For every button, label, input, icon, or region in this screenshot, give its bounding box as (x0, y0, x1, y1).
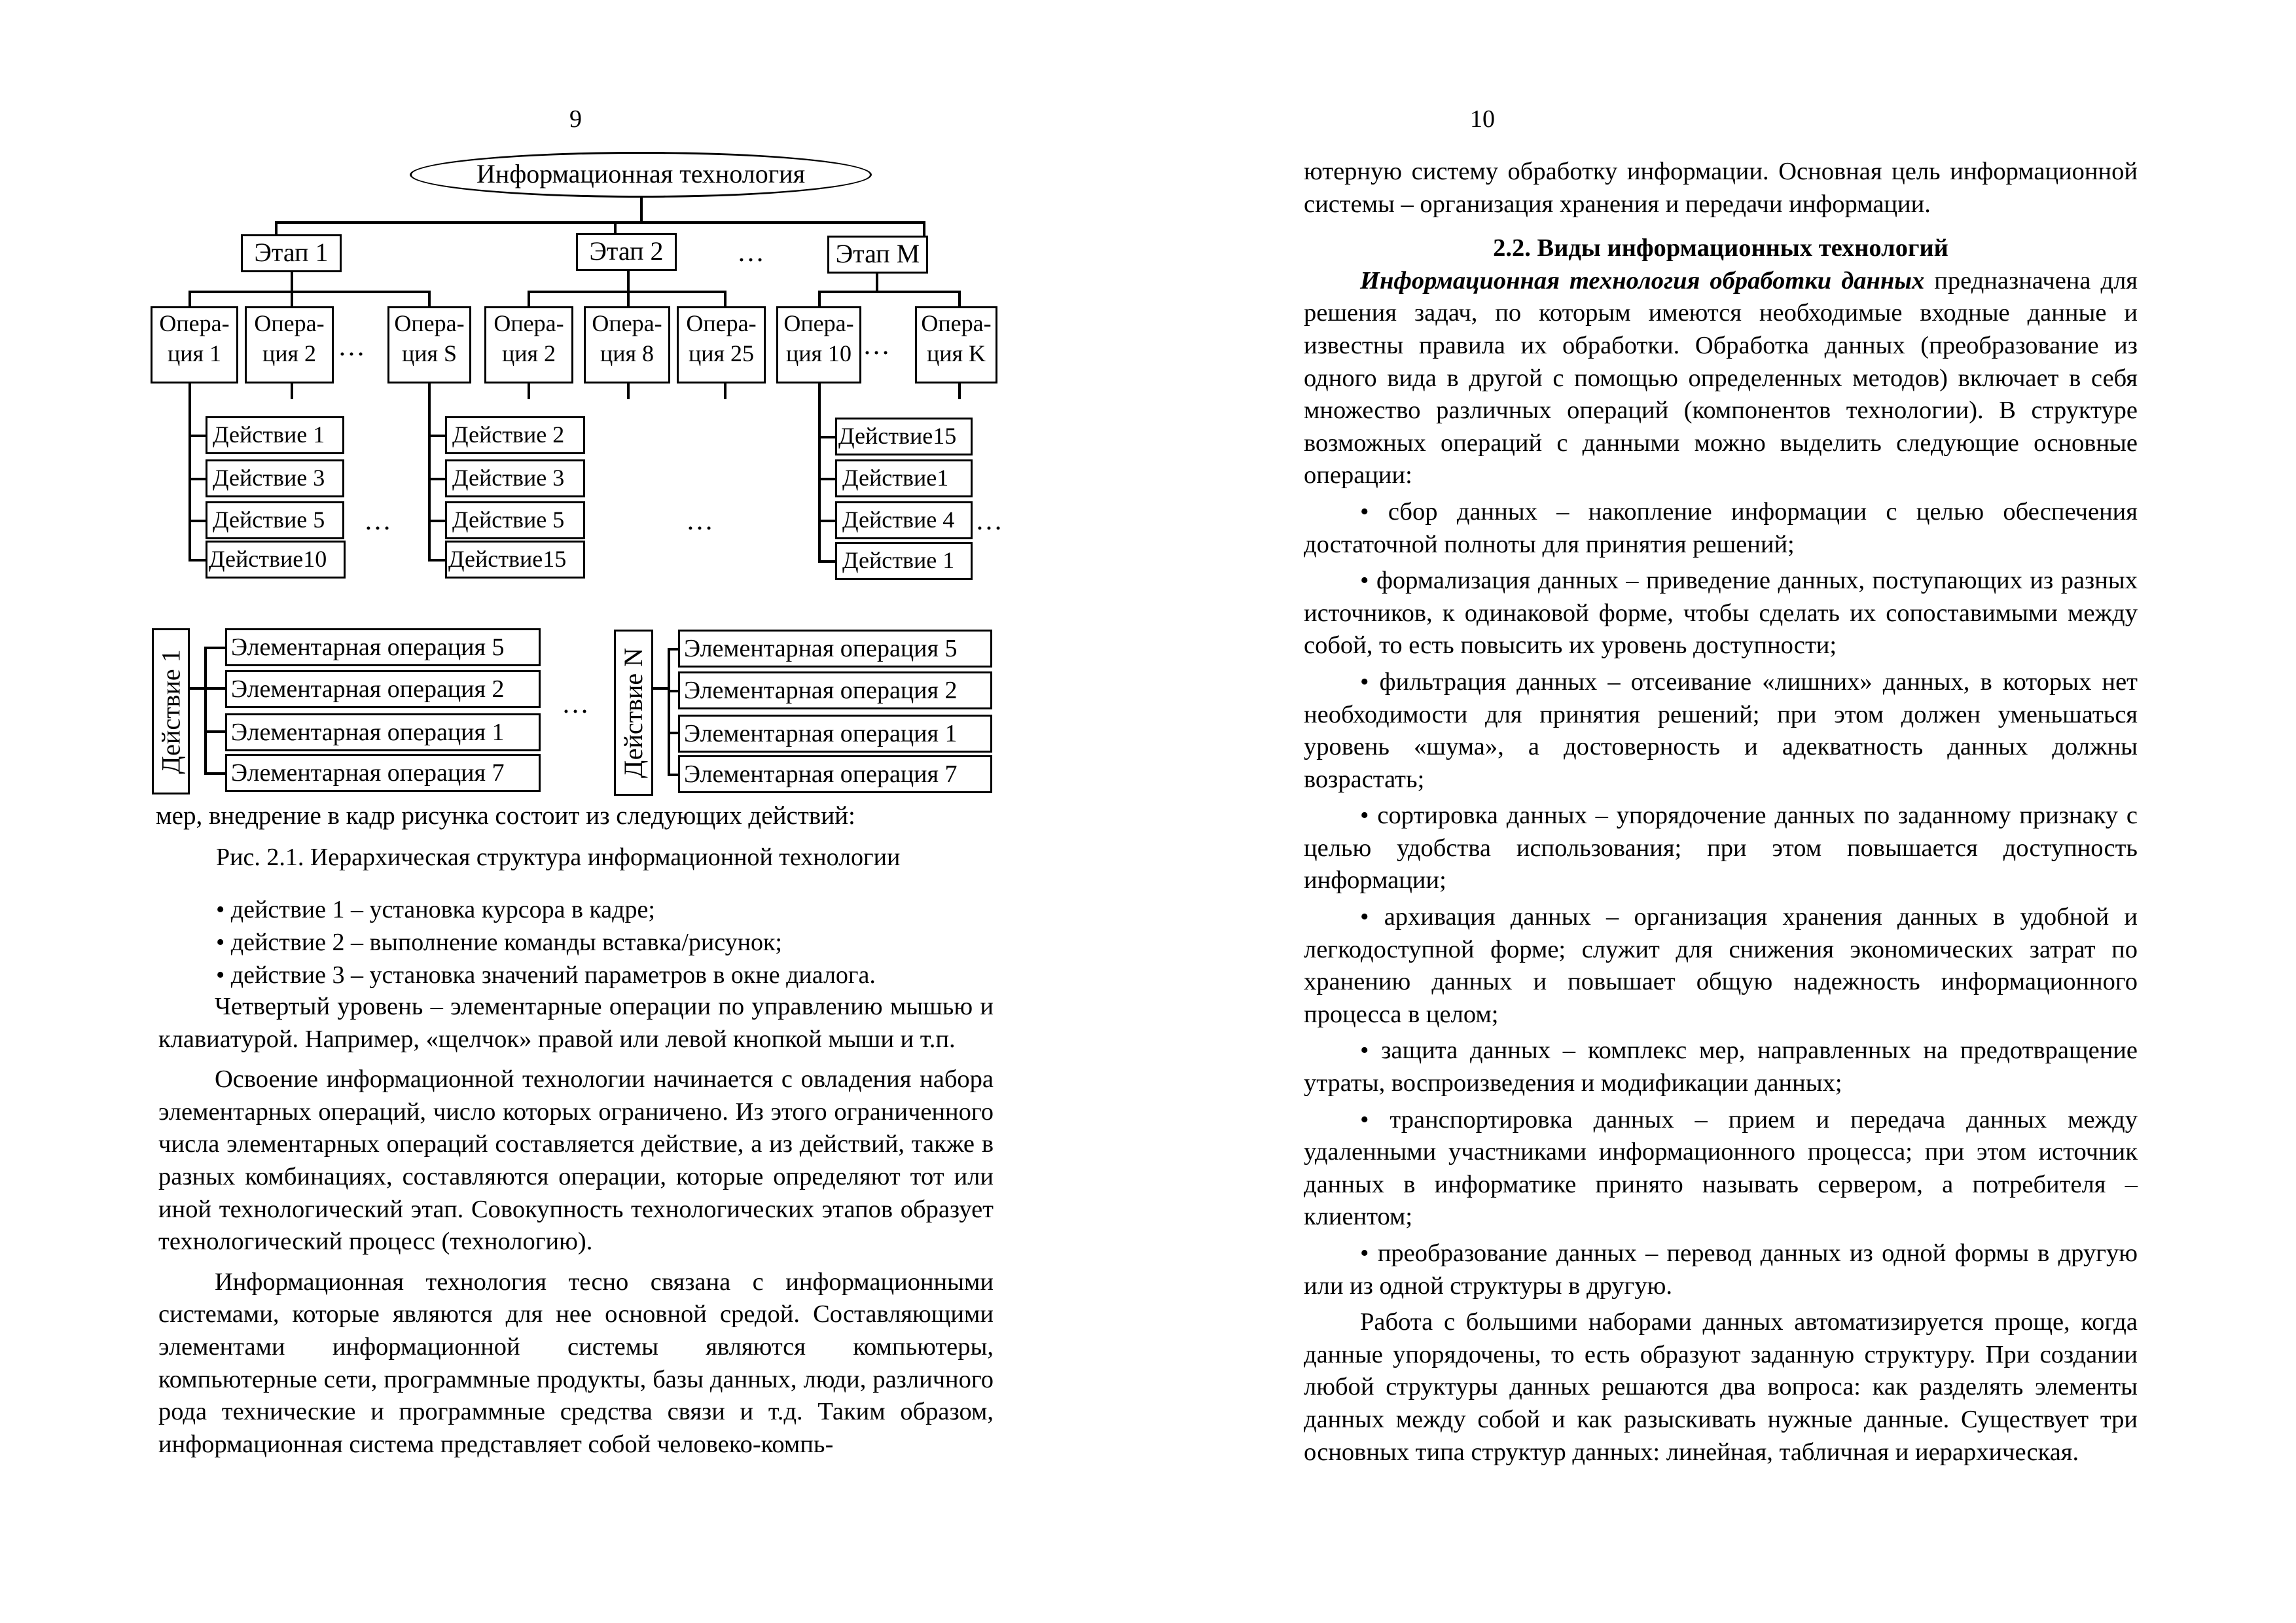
connector (204, 730, 228, 733)
action-box: Действие 4 (835, 501, 973, 539)
action-box: Действие 5 (445, 501, 585, 539)
bullet-item: • фильтрация данных – отсеивание «лишних» данных, в которых нет необходимости для принятия решений; при этом должен уменьшаться уровень «шума», а достоверность и адекватность данных должны возрастать; (1304, 668, 2138, 793)
stage-m: Этап M (827, 236, 928, 274)
section-heading: 2.2. Виды информационных технологий (1493, 234, 1948, 262)
paragraph: Освоение информационной технологии начинается с овладения набора элементарных операций, число которых ограничено. Из этого ограниченного числа элементарных операций составляется действие, а из действий, также в разных комбинациях, составляются операции, которые определяют тот или иной технологический этап. Совокупность технологических этапов образует технологический процесс (технологию). (158, 1065, 994, 1256)
ellipsis: … (364, 506, 395, 536)
connector (640, 196, 643, 223)
bullet-item: • формализация данных – приведение данных, поступающих из разных источников, к одинаковой форме, чтобы сделать их сопоставимыми между собой, то есть повысить их уровень доступности; (1304, 567, 2138, 660)
root-node: Информационная технология (410, 152, 872, 198)
connector (958, 383, 961, 399)
bullet-item: • действие 3 – установка значений параметров в окне диалога. (216, 961, 876, 989)
action-n-label: Действие N (614, 630, 653, 796)
paragraph: ютерную систему обработку информации. Основная цель информационной системы – организация хранения и передачи информации. (1304, 158, 2138, 218)
elementary-op-box: Элементарная операция 2 (678, 671, 992, 709)
action-box: Действие 1 (206, 416, 344, 454)
paragraph: Информационная технология обработки данных предназначена для решения задач, по которым имеются необходимые входные данные и известны правила их обработки. Обработка данных (преобразование из одного вида в другой с помощью определенных методов) включает в себя множество различных операций (компонентов технологии). В структуре возможных операций с данными можно выделить следующие основные операции: (1304, 266, 2138, 490)
action-box: Действие10 (206, 541, 346, 579)
action-box: Действие15 (445, 541, 585, 579)
action-1-label: Действие 1 (152, 628, 190, 794)
connector (876, 272, 878, 292)
bullet-item: • транспортировка данных – прием и передача данных между удаленными участниками информационного процесса; при этом источник данных в информатике принято называть сервером, а потребителя – клиентом; (1304, 1105, 2138, 1231)
figure-caption: Рис. 2.1. Иерархическая структура информационной технологии (216, 844, 901, 871)
connector (204, 772, 228, 775)
connector (528, 291, 725, 293)
connector (724, 383, 726, 399)
operation-box: Опера- ция 2 (484, 306, 573, 383)
operation-box: Опера- ция 8 (584, 306, 670, 383)
action-box: Действие15 (835, 418, 973, 455)
ellipsis: … (975, 506, 1007, 536)
stage-1: Этап 1 (241, 234, 342, 272)
ellipsis: … (737, 238, 768, 268)
connector (204, 687, 228, 690)
connector (188, 383, 191, 560)
bullet-item: • архивация данных – организация хранения данных в удобной и легкодоступной форме; служит для снижения экономических затрат по хранению данных и повышает общую надежность информационного процесса в целом; (1304, 903, 2138, 1028)
page-number-left: 9 (569, 105, 582, 133)
action-box: Действие 5 (206, 501, 344, 539)
operation-box: Опера- ция 2 (245, 306, 334, 383)
connector (818, 291, 960, 293)
emphasized-term: Информационная технология обработки данных (1360, 266, 1925, 294)
bullet-item: • защита данных – комплекс мер, направленных на предотвращение утраты, воспроизведения и модификации данных; (1304, 1037, 2138, 1097)
operation-box: Опера- ция 25 (677, 306, 766, 383)
connector (428, 383, 431, 560)
action-box: Действие 2 (445, 416, 585, 454)
left-body-text (158, 991, 994, 1461)
action-box: Действие1 (835, 459, 973, 497)
paragraph: Четвертый уровень – элементарные операции по управлению мышью и клавиатурой. Например, «щелчок» правой или левой кнопкой мыши и т.п. (158, 993, 994, 1053)
connector (275, 221, 924, 224)
ellipsis: … (686, 506, 717, 536)
connector (291, 383, 293, 399)
operation-box: Опера- ция 10 (776, 306, 861, 383)
elementary-op-box: Элементарная операция 5 (678, 630, 992, 668)
operation-box: Опера- ция S (387, 306, 471, 383)
bullet-item: • сортировка данных – упорядочение данных по заданному признаку с целью удобства использования; при этом повышается доступность информации; (1304, 802, 2138, 895)
ellipsis: … (863, 330, 894, 361)
ellipsis: … (338, 332, 369, 362)
overlapping-text-line: мер, внедрение в кадр рисунка состоит из следующих действий: (156, 802, 855, 830)
operation-box: Опера- ция K (915, 306, 997, 383)
action-box: Действие 1 (835, 542, 973, 580)
elementary-op-box: Элементарная операция 7 (225, 754, 541, 792)
elementary-op-box: Элементарная операция 5 (225, 628, 541, 666)
elementary-op-box: Элементарная операция 1 (678, 715, 992, 753)
action-box: Действие 3 (445, 459, 585, 497)
bullet-item: • преобразование данных – перевод данных из одной формы в другую или из одной структуры в другую. (1304, 1240, 2138, 1300)
connector (188, 291, 431, 293)
right-page (1148, 0, 2296, 1623)
connector (627, 383, 630, 399)
operation-box: Опера- ция 1 (151, 306, 238, 383)
bullet-item: • действие 1 – установка курсора в кадре; (216, 896, 655, 923)
action-box: Действие 3 (206, 459, 344, 497)
elementary-op-box: Элементарная операция 7 (678, 755, 992, 793)
connector (653, 687, 669, 690)
ellipsis: … (562, 689, 593, 719)
connector (528, 383, 530, 399)
connector (818, 383, 821, 562)
elementary-op-box: Элементарная операция 2 (225, 670, 541, 708)
connector (204, 647, 207, 775)
elementary-op-box: Элементарная операция 1 (225, 713, 541, 751)
paragraph: Работа с большими наборами данных автоматизируется проще, когда данные упорядочены, то есть образуют заданную структуру. При создании любой структуры данных решаются два вопроса: как разделять элементы данных между собой и как разыскивать нужные данные. Существует три основных типа структур данных: линейная, табличная и иерархическая. (1304, 1308, 2138, 1466)
bullet-item: • сбор данных – накопление информации с целью обеспечения достаточной полноты для принятия решений; (1304, 497, 2138, 558)
right-body-text (1304, 156, 2138, 1469)
bullet-item: • действие 2 – выполнение команды вставка/рисунок; (216, 929, 782, 956)
connector (190, 687, 206, 690)
page-number-right: 10 (1470, 105, 1495, 133)
connector (204, 647, 228, 649)
connector (291, 271, 293, 292)
connector (627, 270, 630, 292)
connector (668, 648, 670, 776)
paragraph: Информационная технология тесно связана с информационными системами, которые являются для нее основной средой. Составляющими элементами информационной системы являются компьютеры, компьютерные сети, программные продукты, базы данных, люди, различного рода технические и программные средства связи и т.д. Таким образом, информационная система представляет собой человеко-компь- (158, 1268, 994, 1458)
stage-2: Этап 2 (576, 233, 677, 271)
